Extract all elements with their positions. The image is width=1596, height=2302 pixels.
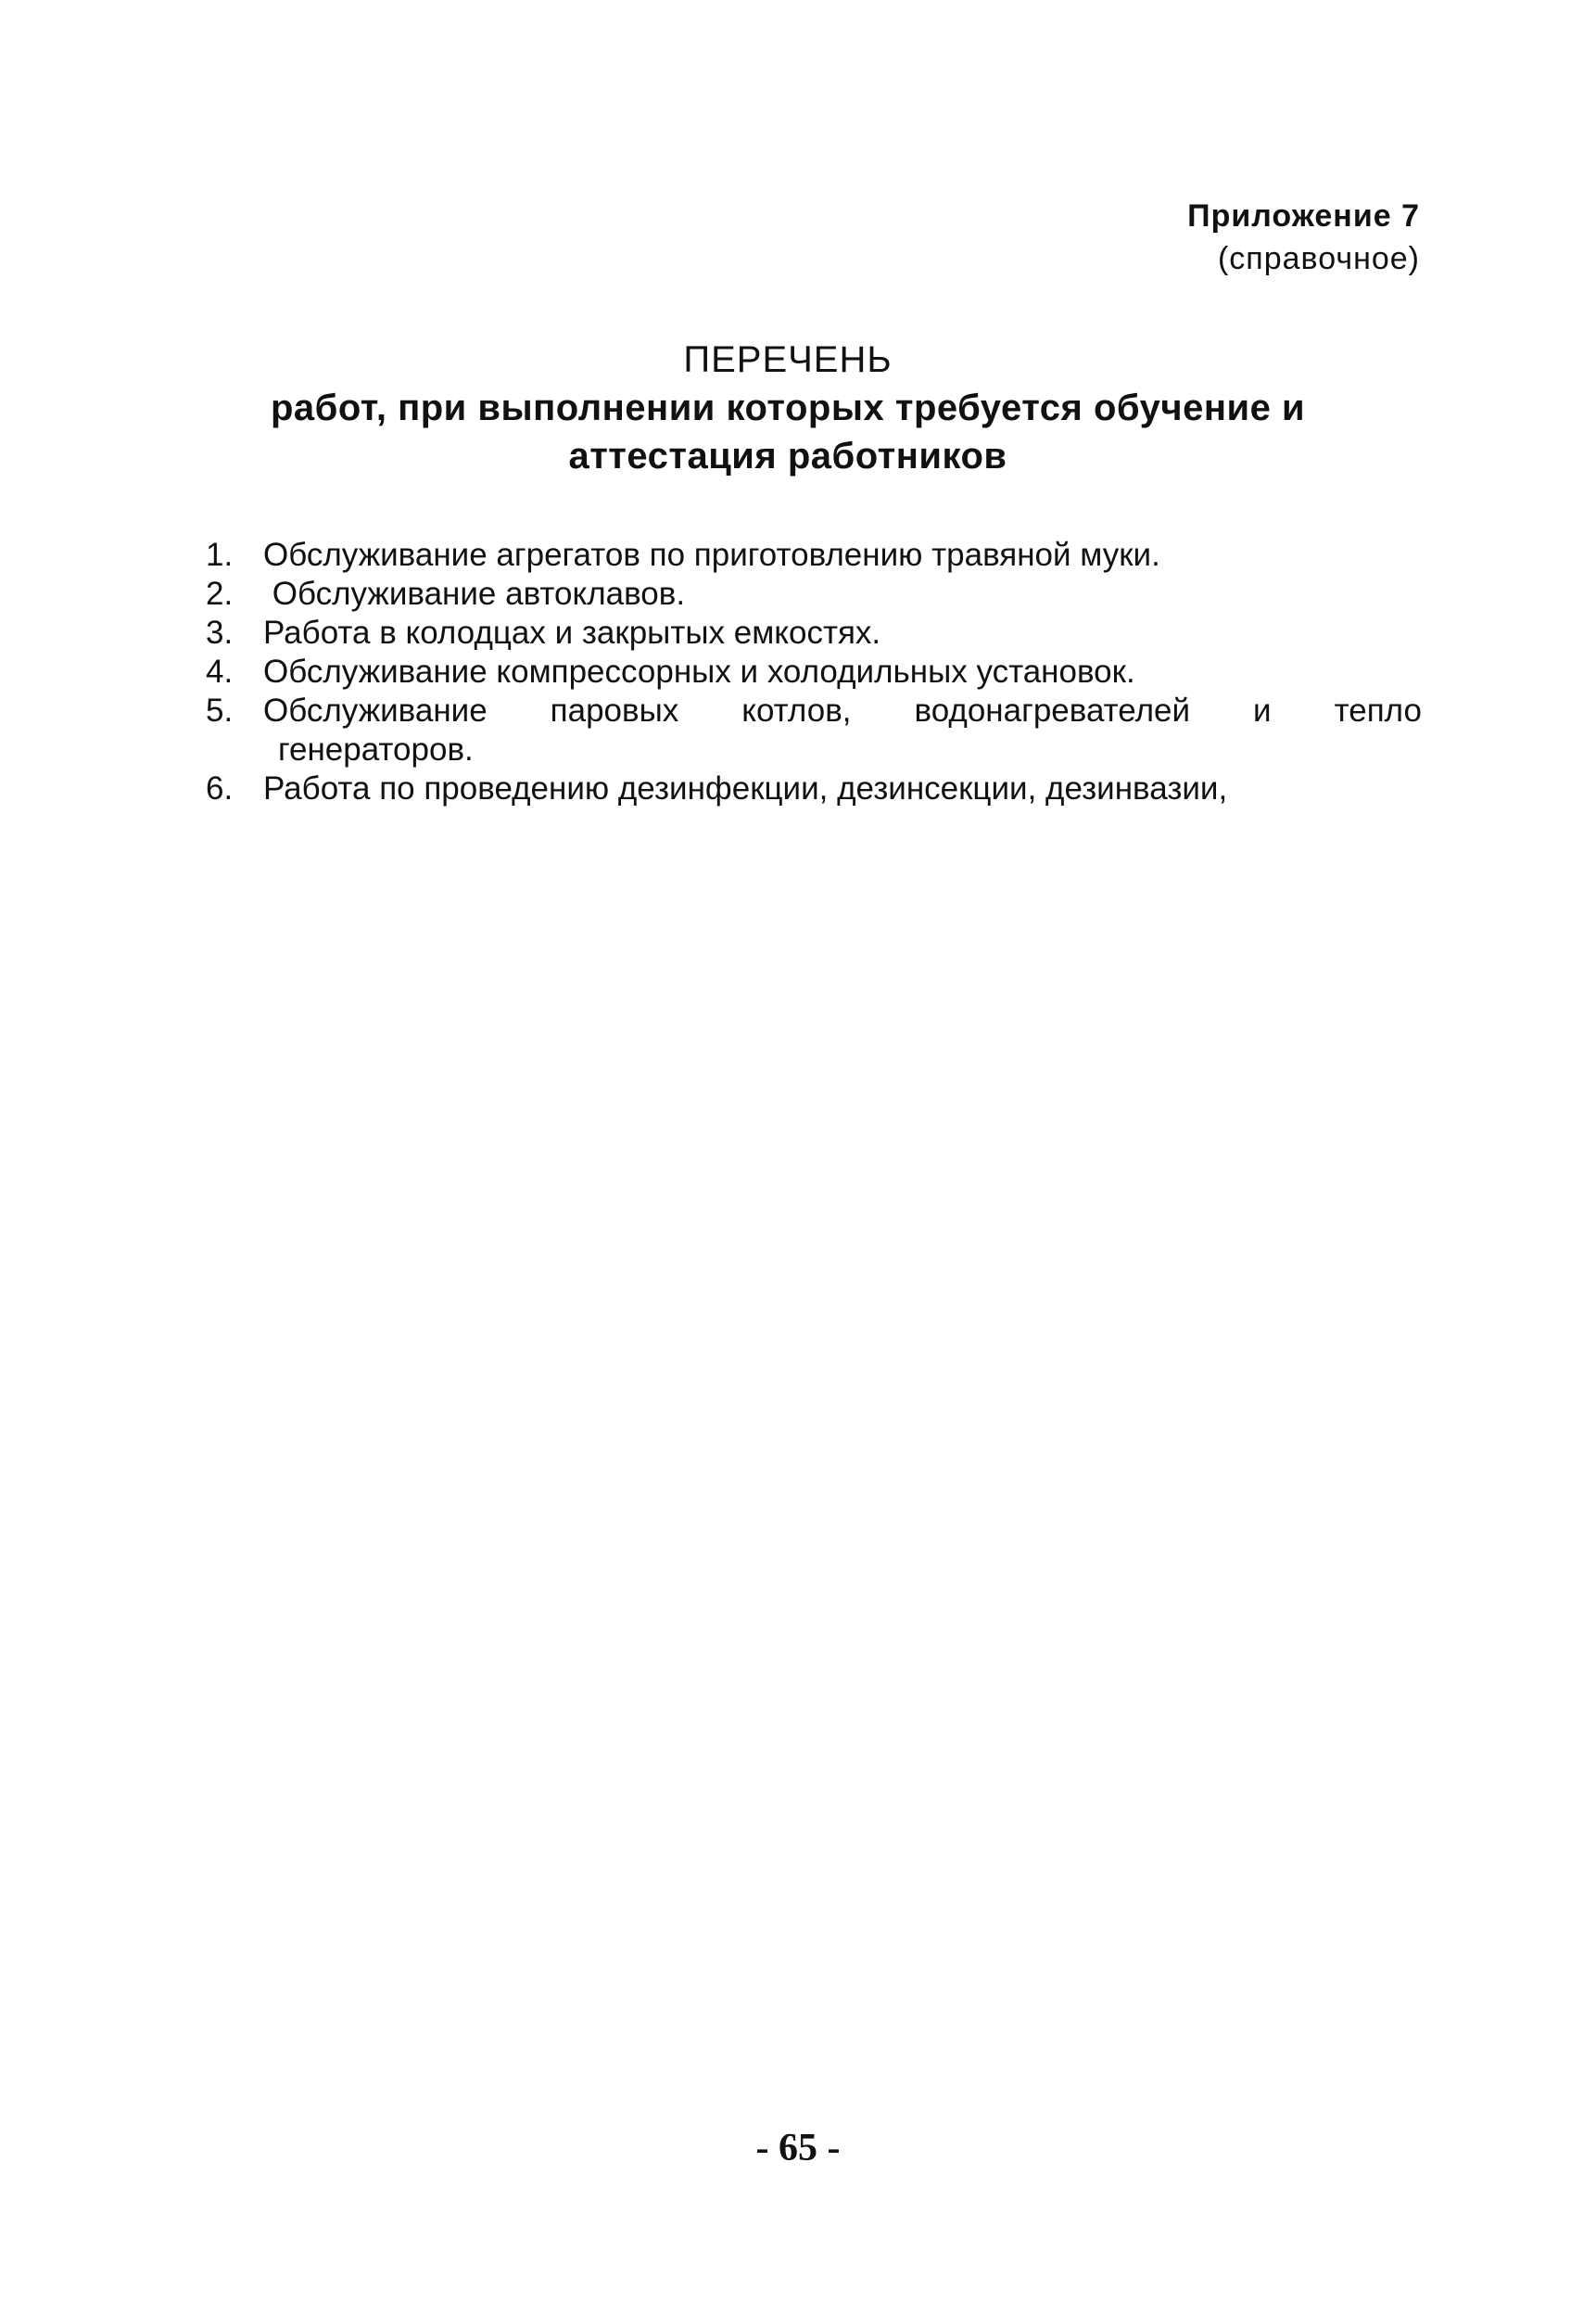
list-item-word: тепло	[1334, 693, 1422, 729]
list-item-number: 4.	[206, 654, 234, 690]
appendix-number: Приложение 7	[1187, 198, 1420, 234]
page-number: - 65 -	[755, 2127, 841, 2169]
document-title	[213, 336, 1362, 480]
list-item-number: 3.	[206, 615, 234, 651]
list-item-number: 1.	[206, 537, 234, 573]
list-item	[206, 769, 1422, 808]
title-subtitle-line-2: аттестация работников	[568, 436, 1007, 477]
list-item	[206, 614, 1422, 653]
list-item-number: 5.	[206, 693, 234, 729]
appendix-type: (справочное)	[1217, 241, 1420, 276]
list-item-text: Обслуживание компрессорных и холодильных установок.	[263, 654, 1135, 690]
list-item-number: 6.	[206, 770, 234, 807]
works-list	[206, 536, 1422, 808]
list-item-word: Обслуживание	[263, 693, 488, 729]
title-main: ПЕРЕЧЕНЬ	[683, 339, 893, 380]
list-item	[206, 692, 1422, 769]
list-item	[206, 653, 1422, 692]
list-item-word: паровых	[550, 693, 679, 729]
list-item-number: 2.	[206, 576, 234, 612]
list-item-word: котлов,	[741, 693, 852, 729]
list-item-continuation: генераторов.	[278, 731, 474, 768]
title-subtitle-line-1: работ, при выполнении которых требуется обучение и	[270, 388, 1306, 428]
list-item-text: Обслуживание автоклавов.	[263, 576, 686, 612]
list-item-text: Обслуживание агрегатов по приготовлению травяной муки.	[263, 537, 1160, 573]
appendix-label	[1187, 195, 1420, 280]
list-item-first-line	[263, 692, 1422, 731]
list-item-word: и	[1253, 693, 1272, 729]
list-item	[206, 536, 1422, 575]
list-item-text: Работа по проведению дезинфекции, дезинсекции, дезинвазии,	[263, 770, 1228, 807]
list-item-text: Работа в колодцах и закрытых емкостях.	[263, 615, 881, 651]
list-item	[206, 575, 1422, 614]
list-item-word: водонагревателей	[914, 693, 1191, 729]
